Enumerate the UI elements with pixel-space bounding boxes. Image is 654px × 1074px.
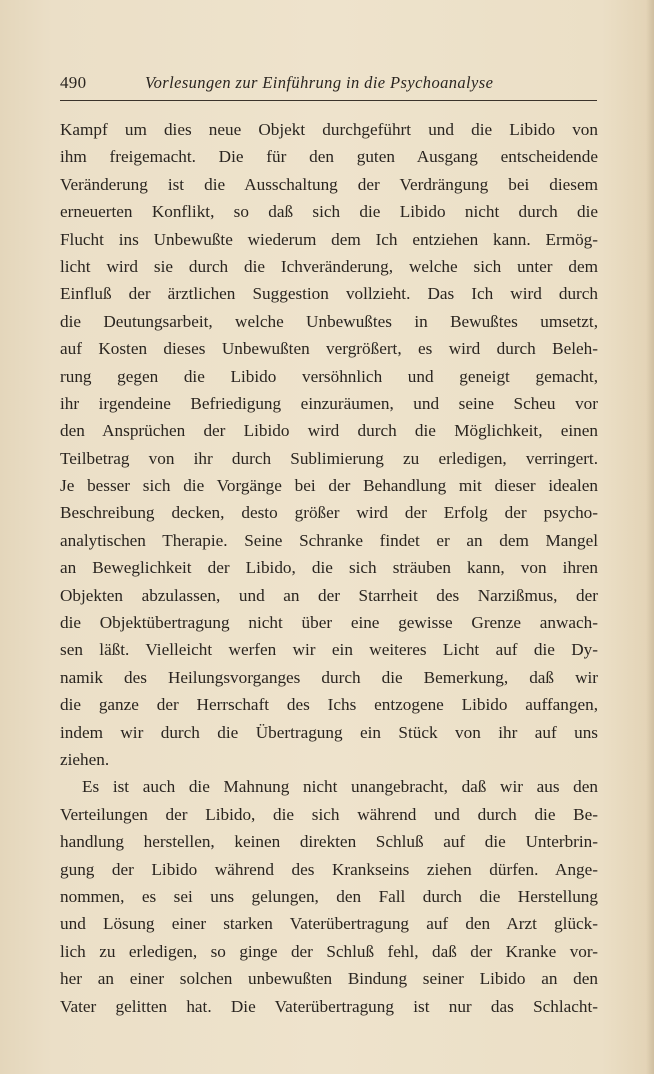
text-line: sen läßt. Vielleicht werfen wir ein weiteres Licht auf die Dy- (60, 640, 598, 660)
text-line: den Ansprüchen der Libido wird durch die Möglichkeit, einen (60, 421, 598, 441)
text-line: die Objektübertragung nicht über eine gewisse Grenze anwach- (60, 613, 598, 633)
text-line: Objekten abzulassen, und an der Starrheit des Narzißmus, der (60, 585, 598, 605)
text-line: ihr irgendeine Befriedigung einzuräumen, und seine Scheu vor (60, 393, 598, 413)
text-line: Kampf um dies neue Objekt durchgeführt und die Libido von (60, 120, 598, 139)
text-line: Flucht ins Unbewußte wiederum dem Ich entziehen kann. Ermög- (60, 229, 598, 249)
text-line: licht wird sie durch die Ichveränderung, welche sich unter dem (60, 256, 598, 276)
text-line: rung gegen die Libido versöhnlich und geneigt gemacht, (60, 366, 598, 386)
text-line: an Beweglichkeit der Libido, die sich sträuben kann, von ihren (60, 558, 598, 578)
text-line: und Lösung einer starken Vaterübertragung auf den Arzt glück- (60, 914, 598, 934)
page-header (60, 73, 596, 97)
text-line: namik des Heilungsvorganges durch die Bemerkung, daß wir (60, 667, 598, 687)
text-line: erneuerten Konflikt, so daß sich die Libido nicht durch die (60, 202, 598, 222)
text-line: analytischen Therapie. Seine Schranke findet er an dem Mangel (60, 530, 598, 550)
text-line: Vater gelitten hat. Die Vaterübertragung ist nur das Schlacht- (60, 996, 598, 1016)
text-line: Teilbetrag von ihr durch Sublimierung zu erledigen, verringert. (60, 448, 598, 468)
text-line: Es ist auch die Mahnung nicht unangebracht, daß wir aus den (82, 777, 598, 797)
text-line: Einfluß der ärztlichen Suggestion vollzieht. Das Ich wird durch (60, 284, 598, 304)
text-line: Verteilungen der Libido, die sich während und durch die Be- (60, 804, 598, 824)
text-line: handlung herstellen, keinen direkten Schluß auf die Unterbrin- (60, 832, 598, 852)
body-text (60, 116, 598, 1020)
text-line: ziehen. (60, 749, 110, 769)
text-line: die Deutungsarbeit, welche Unbewußtes in Bewußtes umsetzt, (60, 311, 598, 331)
page-number: 490 (60, 73, 87, 92)
text-line: ihm freigemacht. Die für den guten Ausgang entscheidende (60, 147, 598, 167)
text-line: lich zu erledigen, so ginge der Schluß fehl, daß der Kranke vor- (60, 941, 598, 961)
text-line: Je besser sich die Vorgänge bei der Behandlung mit dieser idealen (60, 476, 598, 496)
text-line: her an einer solchen unbewußten Bindung seiner Libido an den (60, 969, 598, 989)
text-line: Beschreibung decken, desto größer wird der Erfolg der psycho- (60, 503, 598, 523)
text-line: die ganze der Herrschaft des Ichs entzogene Libido auffangen, (60, 695, 598, 715)
text-line: indem wir durch die Übertragung ein Stück von ihr auf uns (60, 722, 598, 742)
text-line: nommen, es sei uns gelungen, den Fall durch die Herstellung (60, 886, 598, 906)
text-line: auf Kosten dieses Unbewußten vergrößert, es wird durch Beleh- (60, 339, 598, 359)
page-edge-shadow (646, 0, 654, 1074)
text-line: gung der Libido während des Krankseins ziehen dürfen. Ange- (60, 859, 598, 879)
text-line: Veränderung ist die Ausschaltung der Verdrängung bei diesem (60, 174, 598, 194)
header-rule (60, 100, 597, 101)
running-title: Vorlesungen zur Einführung in die Psychoanalyse (145, 73, 494, 92)
